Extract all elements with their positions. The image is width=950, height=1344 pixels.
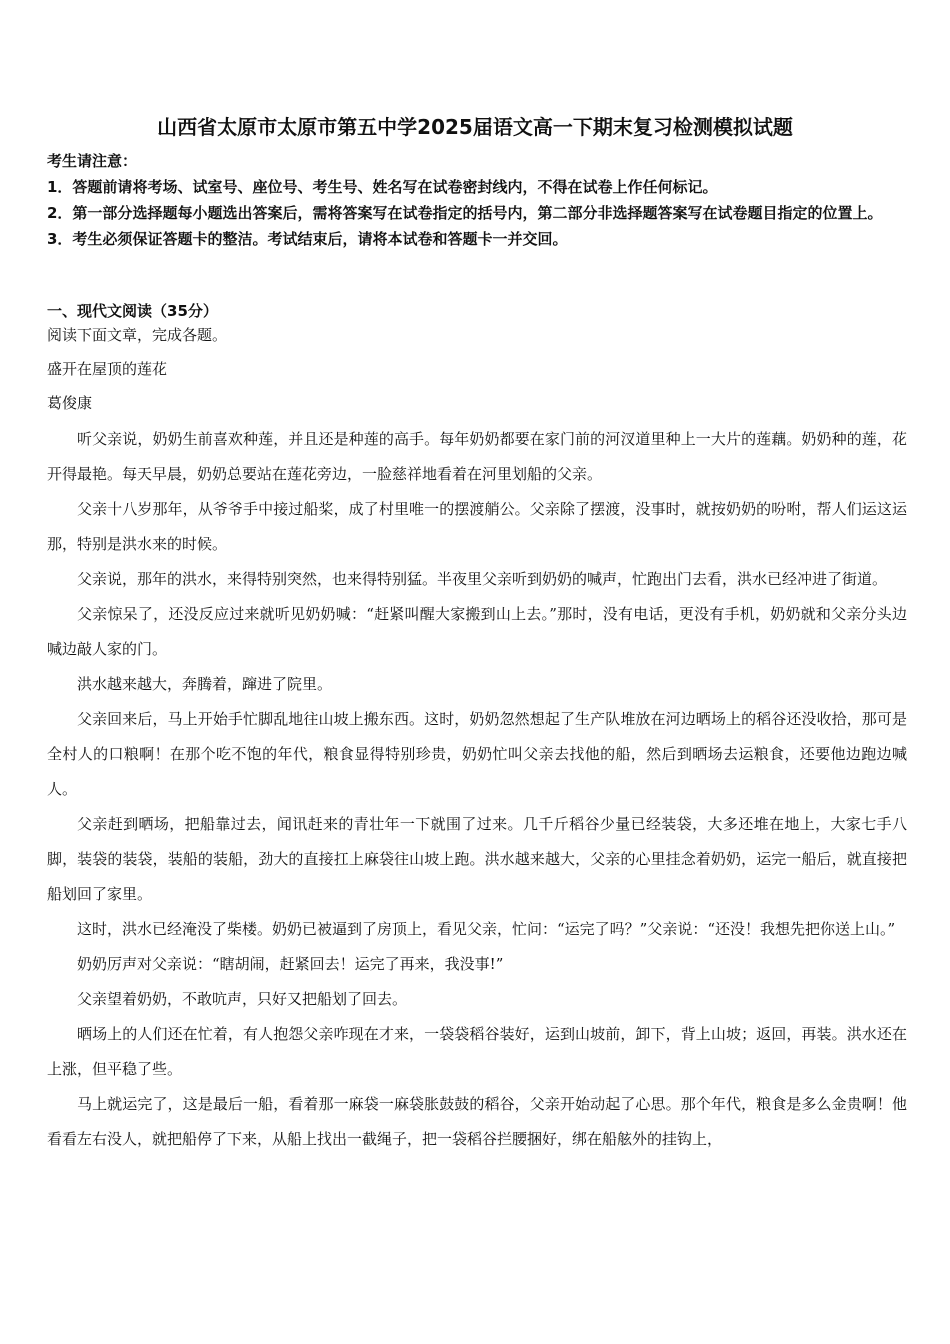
story-author: 葛俊康 xyxy=(47,394,93,412)
exam-notice xyxy=(47,148,907,252)
story-title: 盛开在屋顶的莲花 xyxy=(47,360,168,378)
story-paragraph: 听父亲说，奶奶生前喜欢种莲，并且还是种莲的高手。每年奶奶都要在家门前的河汊道里种上一大片的莲藕。奶奶种的莲，花开得最艳。每天早晨，奶奶总要站在莲花旁边，一脸慈祥地看着在河里划船的父亲。 xyxy=(47,430,907,483)
story-paragraph: 父亲十八岁那年，从爷爷手中接过船桨，成了村里唯一的摆渡艄公。父亲除了摆渡，没事时，就按奶奶的吩咐，帮人们运这运那，特别是洪水来的时候。 xyxy=(47,500,907,553)
story-paragraph: 晒场上的人们还在忙着，有人抱怨父亲咋现在才来，一袋袋稻谷装好，运到山坡前，卸下，背上山坡；返回，再装。洪水还在上涨，但平稳了些。 xyxy=(47,1025,907,1078)
notice-item-2: 2．第一部分选择题每小题选出答案后，需将答案写在试卷指定的括号内，第二部分非选择题答案写在试卷题目指定的位置上。 xyxy=(47,204,883,222)
story-paragraph: 父亲望着奶奶，不敢吭声，只好又把船划了回去。 xyxy=(77,990,408,1008)
notice-item-1: 1．答题前请将考场、试室号、座位号、考生号、姓名写在试卷密封线内，不得在试卷上作任何标记。 xyxy=(47,178,718,196)
page-title: 山西省太原市太原市第五中学2025届语文高一下期末复习检测模拟试题 xyxy=(157,115,793,139)
story-paragraph: 这时，洪水已经淹没了柴楼。奶奶已被逼到了房顶上，看见父亲，忙问：“运完了吗？”父亲说：“还没！我想先把你送上山。” xyxy=(77,920,896,938)
story-paragraph: 父亲回来后，马上开始手忙脚乱地往山坡上搬东西。这时，奶奶忽然想起了生产队堆放在河边晒场上的稻谷还没收拾，那可是全村人的口粮啊！在那个吃不饱的年代，粮食显得特别珍贵，奶奶忙叫父亲去找他的船，然后到晒场去运粮食，还要他边跑边喊人。 xyxy=(47,710,907,798)
reading-instruction: 阅读下面文章，完成各题。 xyxy=(47,326,228,344)
story-body xyxy=(47,422,907,1157)
story-paragraph: 洪水越来越大，奔腾着，蹿进了院里。 xyxy=(77,675,333,693)
story-paragraph: 奶奶厉声对父亲说：“瞎胡闹，赶紧回去！运完了再来，我没事!” xyxy=(77,955,504,973)
story-paragraph: 父亲惊呆了，还没反应过来就听见奶奶喊：“赶紧叫醒大家搬到山上去。”那时，没有电话，更没有手机，奶奶就和父亲分头边喊边敲人家的门。 xyxy=(47,605,907,658)
story-paragraph: 父亲说，那年的洪水，来得特别突然，也来得特别猛。半夜里父亲听到奶奶的喊声，忙跑出门去看，洪水已经冲进了街道。 xyxy=(77,570,888,588)
notice-item-3: 3．考生必须保证答题卡的整洁。考试结束后，请将本试卷和答题卡一并交回。 xyxy=(47,230,568,248)
notice-heading: 考生请注意： xyxy=(47,152,138,170)
section-heading: 一、现代文阅读（35分） xyxy=(47,302,218,320)
story-paragraph: 父亲赶到晒场，把船靠过去，闻讯赶来的青壮年一下就围了过来。几千斤稻谷少量已经装袋，大多还堆在地上，大家七手八脚，装袋的装袋，装船的装船，劲大的直接扛上麻袋往山坡上跑。洪水越来越大，父亲的心里挂念着奶奶，运完一船后，就直接把船划回了家里。 xyxy=(47,815,907,903)
story-paragraph: 马上就运完了，这是最后一船，看着那一麻袋一麻袋胀鼓鼓的稻谷，父亲开始动起了心思。那个年代，粮食是多么金贵啊！他看看左右没人，就把船停了下来，从船上找出一截绳子，把一袋稻谷拦腰捆好，绑在船舷外的挂钩上， xyxy=(47,1095,907,1148)
